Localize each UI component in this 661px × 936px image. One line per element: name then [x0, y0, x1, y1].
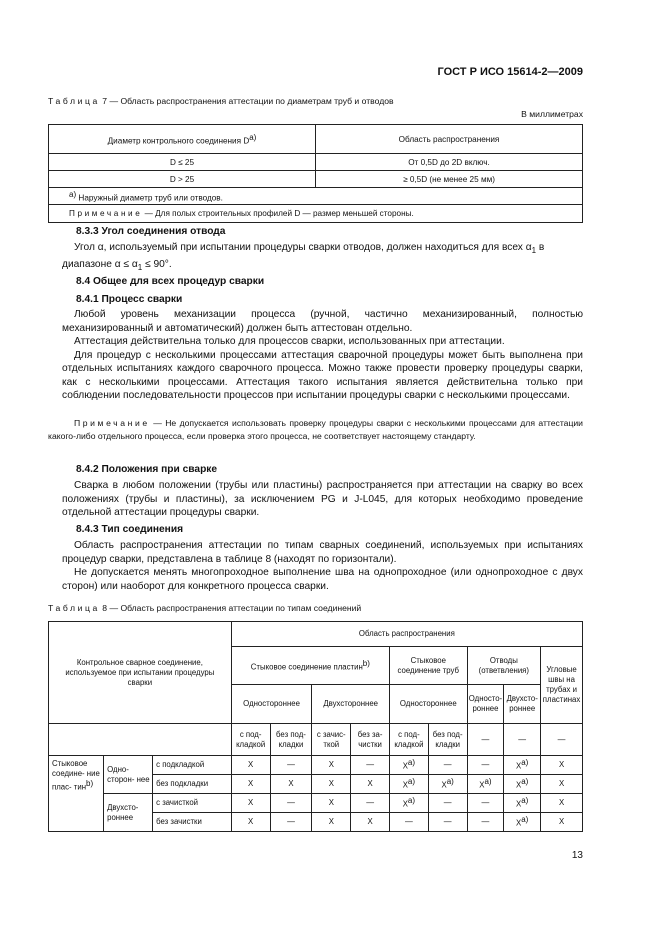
- table-row: [49, 756, 583, 775]
- table8-butt-pipes-header: Стыковое соединение труб: [389, 647, 467, 685]
- section-8-4-1-note: Примечание — Не допускается использовать проверку процедуры сварки с несколькими процессами для аттестации какого-либо отдельного процесса, если проверка этого процесса, не соответствует настоящему стандарту.: [48, 418, 583, 441]
- table8-cell: $X^{a)}$: [504, 756, 541, 775]
- table8-group-header: Двухсто- роннее: [104, 794, 153, 832]
- table8-cell: —: [351, 756, 390, 775]
- table8-cell: X: [312, 756, 351, 775]
- table8-sub-header: без под- кладки: [428, 724, 467, 756]
- section-8-3-3-title: 8.3.3 Угол соединения отвода: [76, 226, 226, 237]
- table8-cell: —: [467, 794, 504, 813]
- paragraph: Аттестация действительна только для процессов сварки, использованных при аттестации.: [74, 336, 505, 347]
- table7-cell: D ≤ 25: [49, 154, 316, 171]
- table8-two-side-header: Двухстороннее: [312, 685, 390, 724]
- table7-cell: ≥ 0,5D (не менее 25 мм): [316, 171, 583, 188]
- table8-caption-word: Таблица: [48, 603, 100, 613]
- table8-fillet-header: Угловые швы на трубах и пластинах: [541, 647, 583, 724]
- table8-cell: $X^{a)}$: [467, 775, 504, 794]
- table-row: [49, 794, 583, 813]
- table8-cell: X: [312, 813, 351, 832]
- section-8-4-3-text: [62, 539, 583, 593]
- table8-group-header: Одно- сторон- нее: [104, 756, 153, 794]
- table8-cell: X: [351, 775, 390, 794]
- section-8-3-3-text: Угол α, используемый при испытании процедуры сварки отводов, должен находиться для всех $\alpha_1$ в диапазоне $\alpha \le \alpha_1 \le 90^\circ$.: [62, 242, 545, 272]
- table8-cell: —: [467, 756, 504, 775]
- table8-one-side-header: Одностороннее: [231, 685, 312, 724]
- table8-cell: X: [231, 794, 270, 813]
- table8-sub-header: без за- чистки: [351, 724, 390, 756]
- table8-cell: —: [467, 813, 504, 832]
- table8-cell: $X^{a)}$: [504, 794, 541, 813]
- table8-cell: X: [231, 775, 270, 794]
- table7-cell: D > 25: [49, 171, 316, 188]
- section-8-4-1-title: 8.4.1 Процесс сварки: [76, 294, 183, 305]
- table7: [48, 124, 583, 223]
- page-number: 13: [571, 850, 583, 861]
- table8-cell: X: [231, 813, 270, 832]
- table8-branches-header: Отводы (ответвления): [467, 647, 541, 685]
- table8-cell: —: [270, 794, 312, 813]
- section-8-4-1-text: [62, 308, 583, 403]
- table8-cell: —: [270, 813, 312, 832]
- table8-sub-header: с зачис- ткой: [312, 724, 351, 756]
- table8-sub-header: с под- кладкой: [389, 724, 428, 756]
- table7-caption: [48, 96, 394, 106]
- table8-cell: X: [351, 813, 390, 832]
- table7-cell: От 0,5D до 2D включ.: [316, 154, 583, 171]
- table8-cell: X: [270, 775, 312, 794]
- table8-sub-header: без под- кладки: [270, 724, 312, 756]
- table8-cell: X: [541, 756, 583, 775]
- table8: [48, 621, 583, 832]
- table8-caption-text: 8 — Область распространения аттестации по типам соединений: [102, 603, 362, 613]
- table8-cell: —: [270, 756, 312, 775]
- table8-caption: [48, 603, 361, 613]
- table7-note: Примечание — Для полых строительных профилей D — размер меньшей стороны.: [49, 205, 583, 223]
- table7-caption-word: Таблица: [48, 96, 100, 106]
- table8-row-label: с зачисткой: [153, 794, 232, 813]
- table8-cell: —: [428, 756, 467, 775]
- table7-footnote: $^{a)}$ Наружный диаметр труб или отводов.: [49, 188, 583, 205]
- paragraph: Не допускается менять многопроходное выполнение шва на однопроходное (или однопроходное с двух сторон) или наоборот для конкретного процесса сварки.: [62, 567, 583, 592]
- table8-cell: $X^{a)}$: [389, 775, 428, 794]
- section-8-4-2-text: Сварка в любом положении (трубы или пластины) распространяется при аттестации на сварку во всех положениях (трубы и пластины), за исключением PG и J-L045, для которых необходимо проведение отдельной аттестации процедуры сварки.: [62, 480, 583, 518]
- table8-cell: —: [389, 813, 428, 832]
- table8-cell: —: [351, 794, 390, 813]
- table8-branch-two-header: Двухсто- роннее: [504, 685, 541, 724]
- table8-range-header: Область распространения: [231, 622, 582, 647]
- table8-sub-header: с под- кладкой: [231, 724, 270, 756]
- table8-sub-header: —: [541, 724, 583, 756]
- table8-empty-cell: [49, 724, 232, 756]
- table7-col2-header: Область распространения: [316, 125, 583, 154]
- table8-cell: $X^{a)}$: [389, 756, 428, 775]
- table8-cell: X: [541, 813, 583, 832]
- table7-col1-header: Диаметр контрольного соединения $D^{a)}$: [49, 125, 316, 154]
- table8-row-label: без подкладки: [153, 775, 232, 794]
- table8-row-header: Стыковое соедине- ние плас- тин$^{b)}$: [49, 756, 104, 832]
- table8-cell: X: [312, 775, 351, 794]
- table8-cell: —: [428, 813, 467, 832]
- section-8-4-2-title: 8.4.2 Положения при сварке: [76, 464, 218, 475]
- paragraph: Любой уровень механизации процесса (ручной, частично механизированный, полностью механизированный и автоматический) должен быть аттестован отдельно.: [62, 309, 583, 334]
- table8-cell: $X^{a)}$: [428, 775, 467, 794]
- table7-units: В миллиметрах: [521, 109, 583, 119]
- table8-one-side-pipe-header: Одностороннее: [389, 685, 467, 724]
- table8-branch-one-header: Односто- роннее: [467, 685, 504, 724]
- table8-cell: —: [428, 794, 467, 813]
- table8-sub-header: —: [467, 724, 504, 756]
- table8-cell: X: [541, 794, 583, 813]
- table8-cell: $X^{a)}$: [389, 794, 428, 813]
- table8-cell: X: [312, 794, 351, 813]
- table8-cell: X: [541, 775, 583, 794]
- section-8-4-3-title: 8.4.3 Тип соединения: [76, 524, 184, 535]
- table8-cell: X: [231, 756, 270, 775]
- table8-corner-header: Контрольное сварное соединение, используемое при испытании процедуры сварки: [49, 622, 232, 724]
- table8-row-label: с подкладкой: [153, 756, 232, 775]
- section-8-4-title: 8.4 Общее для всех процедур сварки: [76, 276, 265, 287]
- table8-cell: $X^{a)}$: [504, 775, 541, 794]
- table8-row-label: без зачистки: [153, 813, 232, 832]
- table8-cell: $X^{a)}$: [504, 813, 541, 832]
- document-header: ГОСТ Р ИСО 15614-2—2009: [437, 66, 583, 78]
- table8-butt-plates-header: Стыковое соединение пластин$^{b)}$: [231, 647, 389, 685]
- table8-sub-header: —: [504, 724, 541, 756]
- paragraph: Для процедур с несколькими процессами аттестация сварочной процедуры может быть выполнена при отдельных испытаниях каждого сварочного процесса. Можно также провести проверку процедуры сварки, как с несколькими процессами. Аттестация такого испытания является действительна только при соблюдении последовательности процессов при испытании процедуры сварки с несколькими процессами.: [62, 349, 583, 401]
- table7-caption-text: 7 — Область распространения аттестации по диаметрам труб и отводов: [102, 96, 394, 106]
- paragraph: Область распространения аттестации по типам сварных соединений, используемых при испытаниях процедур сварки, представлена в таблице 8 (находят по горизонтали).: [62, 540, 583, 565]
